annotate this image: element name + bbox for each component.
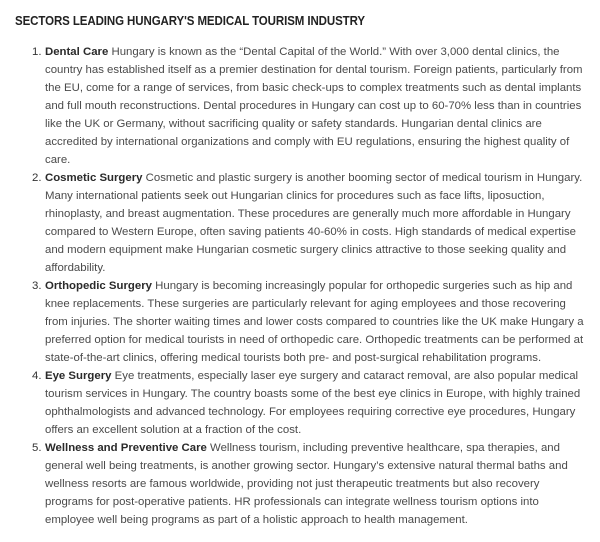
list-item-term: Wellness and Preventive Care (45, 442, 207, 454)
list-item-orthopedic-surgery (32, 277, 590, 367)
list-item-cosmetic-surgery (32, 169, 590, 277)
list-item-number: 5. (32, 442, 42, 454)
list-item-number: 4. (32, 370, 42, 382)
list-item-text: Hungary is known as the “Dental Capital of the World.” With over 3,000 dental clinics, the country has established itself as a premier destination for dental tourism. Foreign patients, particularly from the EU, come for a range of services, from basic check-ups to complex treatments such as dental implants and full mouth reconstructions. Dental procedures in Hungary can cost up to 60-70% less than in countries like the UK or Germany, without sacrificing quality or safety standards. Hungarian dental clinics are accredited by international organizations and comply with EU regulations, ensuring the highest quality of care. (45, 46, 583, 166)
list-item-text: Eye treatments, especially laser eye surgery and cataract removal, are also popular medical tourism services in Hungary. The country boasts some of the best eye clinics in Europe, with highly trained ophthalmologists and advanced technology. For employees requiring corrective eye procedures, Hungary offers an excellent solution at a fraction of the cost. (45, 370, 581, 436)
list-item-term: Orthopedic Surgery (45, 280, 152, 292)
list-item-eye-surgery (32, 367, 590, 439)
section-heading: SECTORS LEADING HUNGARY'S MEDICAL TOURISM INDUSTRY (15, 14, 365, 28)
list-item-number: 1. (32, 46, 42, 58)
list-item-number: 3. (32, 280, 42, 292)
list-item-text: Wellness tourism, including preventive healthcare, spa therapies, and general well being treatments, is another growing sector. Hungary’s extensive natural thermal baths and wellness resorts are famous worldwide, providing not just therapeutic treatments but also recovery programs for post-operative patients. HR professionals can integrate wellness tourism options into employee well being programs as part of a holistic approach to health management. (45, 442, 568, 526)
list-item-term: Cosmetic Surgery (45, 172, 143, 184)
list-item-number: 2. (32, 172, 42, 184)
sectors-list (15, 43, 590, 529)
list-item-term: Dental Care (45, 46, 109, 58)
list-item-wellness-preventive-care (32, 439, 590, 529)
list-item-text: Cosmetic and plastic surgery is another booming sector of medical tourism in Hungary. Many international patients seek out Hungarian clinics for procedures such as face lifts, liposuction, rhinoplasty, and breast augmentation. These procedures are generally much more affordable in Hungary compared to Western Europe, often saving patients 40-60% in costs. High standards of medical expertise and modern equipment make Hungarian cosmetic surgery clinics attractive to those seeking quality and affordability. (45, 172, 583, 274)
list-item-dental-care (32, 43, 590, 169)
list-item-text: Hungary is becoming increasingly popular for orthopedic surgeries such as hip and knee replacements. These surgeries are particularly relevant for aging employees and those recovering from injuries. The shorter waiting times and lower costs compared to countries like the UK make Hungary a preferred option for medical tourists in need of orthopedic care. Orthopedic treatments can be performed at state-of-the-art clinics, offering medical tourists both pre- and post-surgical rehabilitation programs. (45, 280, 584, 364)
list-item-term: Eye Surgery (45, 370, 112, 382)
